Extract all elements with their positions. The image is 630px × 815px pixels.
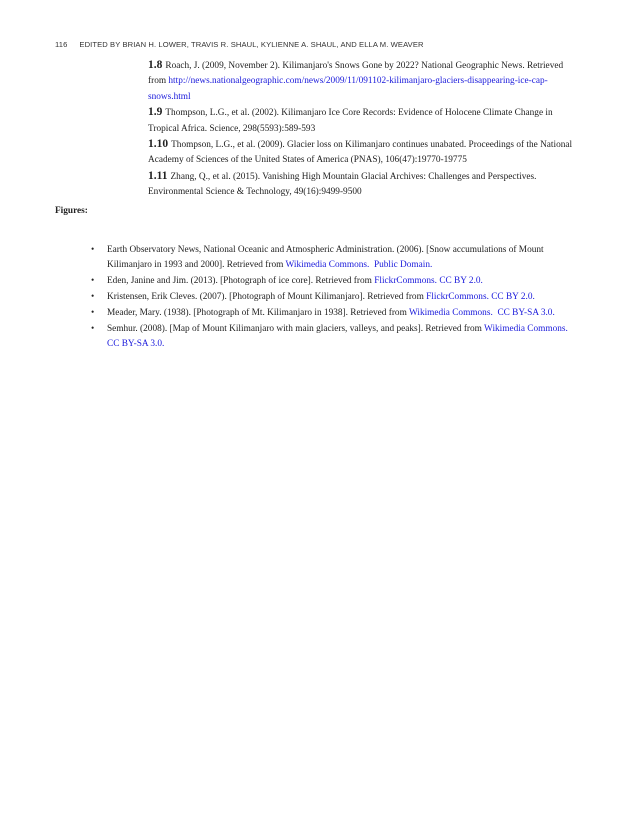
bullet-icon: • [91,292,95,303]
reference-item [148,105,578,137]
page-number: 116 [55,40,68,49]
bullet-icon: • [91,245,95,255]
list-item [91,290,571,305]
reference-link[interactable]: http://news.nationalgeographic.com/news/2009/11/091102-kilimanjaro-glaciers-disappearing-ice-cap-snows.html [148,76,548,102]
list-item [91,306,571,321]
figures-heading: Figures: [55,206,88,216]
credit-text: Eden, Janine and Jim. (2013). [Photograph of ice core]. Retrieved from [107,276,375,287]
reference-item [148,137,578,169]
reference-text: Thompson, L.G., et al. (2009). Glacier loss on Kilimanjaro continues unabated. Proceedings of the National Academy of Sciences of the United States of America (PNAS), 106(47):19770-19775 [148,140,573,166]
reference-list [148,58,578,201]
list-item [91,274,571,289]
reference-number: 1.11 [148,169,168,182]
credit-text: Kristensen, Erik Cleves. (2007). [Photograph of Mount Kilimanjaro]. Retrieved from [107,292,427,303]
bullet-icon: • [91,308,95,319]
bullet-icon: • [91,324,95,335]
figure-credits-list [91,243,571,353]
license-link[interactable]: CC BY 2.0. [491,292,535,303]
reference-item [148,169,578,201]
list-item [91,243,571,274]
license-link[interactable]: CC BY 2.0. [439,276,483,287]
reference-number: 1.10 [148,138,169,151]
license-link[interactable]: Public Domain. [373,260,433,271]
running-title: EDITED BY BRIAN H. LOWER, TRAVIS R. SHAUL, KYLIENNE A. SHAUL, AND ELLA M. WEAVER [79,40,424,49]
reference-text: Thompson, L.G., et al. (2002). Kilimanjaro Ice Core Records: Evidence of Holocene Climate Change in Tropical Africa. Science, 298(5593):589-593 [148,108,553,134]
reference-number: 1.9 [148,106,163,119]
reference-number: 1.8 [148,59,163,71]
source-link[interactable]: Wikimedia Commons. [408,308,493,319]
reference-item [148,58,578,105]
source-link[interactable]: FlickrCommons. [426,292,489,303]
bullet-icon: • [91,276,95,287]
running-header [55,40,424,49]
license-link[interactable]: CC BY-SA 3.0. [107,339,165,350]
credit-text: Semhur. (2008). [Map of Mount Kilimanjaro with main glaciers, valleys, and peaks]. Retrieved from [107,324,485,335]
list-item [91,322,571,353]
reference-text: Roach, J. (2009, November 2). Kilimanjaro's Snows Gone by 2022? National Geographic News. Retrieved from [148,61,564,87]
license-link[interactable]: CC BY-SA 3.0. [497,308,555,319]
credit-text: Earth Observatory News, National Oceanic and Atmospheric Administration. (2006). [Snow accumulations of Mount Kilimanjaro in 1993 and 2000]. Retrieved from [107,245,544,271]
source-link[interactable]: Wikimedia Commons. [484,324,568,335]
credit-text: Meader, Mary. (1938). [Photograph of Mt. Kilimanjaro in 1938]. Retrieved from [107,308,409,319]
reference-text: Zhang, Q., et al. (2015). Vanishing High Mountain Glacial Archives: Challenges and Perspectives. Environmental Science & Technology, 49(16):9499-9500 [148,171,537,198]
source-link[interactable]: FlickrCommons. [374,276,437,287]
source-link[interactable]: Wikimedia Commons. [285,260,370,271]
